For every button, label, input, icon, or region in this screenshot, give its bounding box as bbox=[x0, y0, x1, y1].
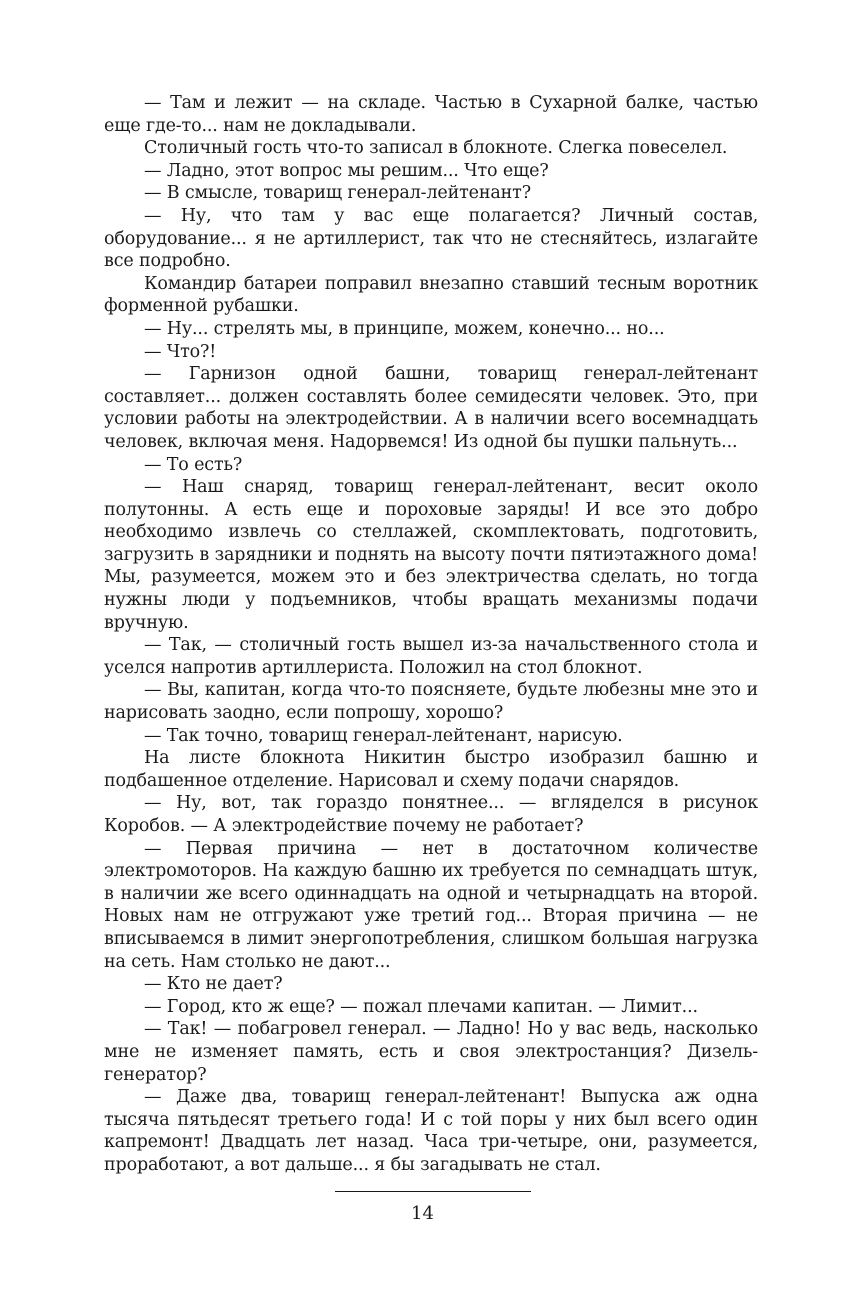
page-number: 14 bbox=[411, 1203, 434, 1224]
paragraph: — Ладно, этот вопрос мы решим... Что еще? bbox=[144, 160, 549, 181]
paragraph: — Вы, капитан, когда что-то поясняете, будьте любезны мне это и нарисовать заодно, если попрошу, хорошо? bbox=[104, 680, 758, 724]
paragraph: — Там и лежит — на складе. Частью в Сухарной балке, частью еще где-то... нам не докладывали. bbox=[104, 93, 758, 136]
paragraph: — Первая причина — нет в достаточном количестве электромоторов. На каждую башню их требуется по семнадцать штук, в наличии же всего одиннадцать на одной и четырнадцать на второй. Новых нам не отгружают уже третий год... Вторая причина — не вписываемся в лимит энергопотребления, слишком большая нагрузка на сеть. Нам столько не дают... bbox=[104, 838, 758, 972]
paragraph: Командир батареи поправил внезапно ставший тесным воротник форменной рубашки. bbox=[104, 273, 758, 317]
page-body bbox=[104, 92, 758, 1177]
paragraph: — Кто не дает? bbox=[144, 974, 283, 995]
paragraph: — Наш снаряд, товарищ генерал-лейтенант, весит около полутонны. А есть еще и пороховые заряды! И все это добро необходимо извлечь со стеллажей, скомплектовать, подготовить, загрузить в зарядники и поднять на высоту почти пятиэтажного дома! Мы, разумеется, можем это и без электричества сделать, но тогда нужны люди у подъемников, чтобы вращать механизмы подачи вручную. bbox=[104, 477, 758, 633]
paragraph: — Так! — побагровел генерал. — Ладно! Но у вас ведь, насколько мне не изменяет память, есть и своя электростанция? Дизель-генератор? bbox=[104, 1019, 758, 1085]
paragraph: — Так точно, товарищ генерал-лейтенант, нарисую. bbox=[144, 725, 623, 746]
paragraph: — В смысле, товарищ генерал-лейтенант? bbox=[144, 183, 531, 204]
paragraph: — Гарнизон одной башни, товарищ генерал-лейтенант составляет... должен составлять более семидесяти человек. Это, при условии работы на электродействии. А в наличии всего восемнадцать человек, включая меня. Надорвемся! Из одной бы пушки пальнуть... bbox=[104, 364, 758, 452]
paragraph: — Так, — столичный гость вышел из-за начальственного стола и уселся напротив артиллериста. Положил на стол блокнот. bbox=[104, 635, 758, 678]
paragraph: — Что?! bbox=[144, 341, 217, 362]
paragraph: — То есть? bbox=[144, 454, 243, 475]
paragraph: Столичный гость что-то записал в блокноте. Слегка повеселел. bbox=[144, 138, 728, 159]
paragraph: — Ну, вот, так гораздо понятнее... — вгляделся в рисунок Коробов. — А электродействие почему не работает? bbox=[104, 793, 758, 836]
paragraph: — Даже два, товарищ генерал-лейтенант! Выпуска аж одна тысяча пятьдесят третьего года! И с той поры у них был всего один капремонт! Двадцать лет назад. Часа три-четыре, они, разумеется, проработают, а вот дальше... я бы загадывать не стал. bbox=[104, 1087, 758, 1175]
paragraph: На листе блокнота Никитин быстро изобразил башню и подбашенное отделение. Нарисовал и схему подачи снарядов. bbox=[104, 748, 758, 791]
paragraph: — Ну, что там у вас еще полагается? Личный состав, оборудование... я не артиллерист, так что не стесняйтесь, излагайте все подробно. bbox=[104, 205, 758, 272]
footer-rule bbox=[335, 1191, 531, 1192]
paragraph: — Город, кто ж еще? — пожал плечами капитан. — Лимит... bbox=[144, 996, 698, 1017]
paragraph: — Ну... стрелять мы, в принципе, можем, конечно... но... bbox=[144, 318, 665, 339]
